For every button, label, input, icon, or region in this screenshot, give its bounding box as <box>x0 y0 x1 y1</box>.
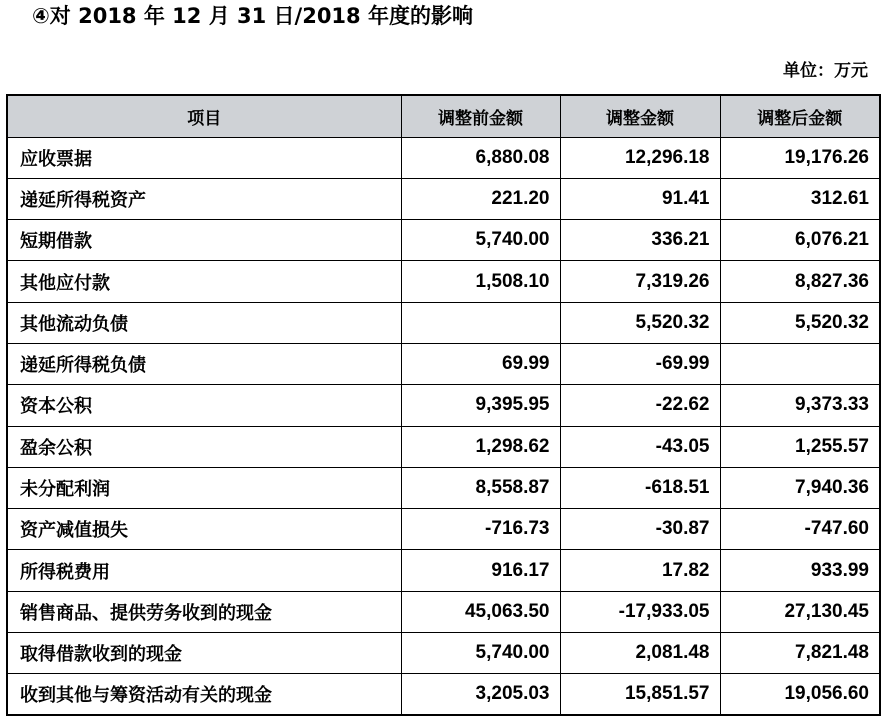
section-heading: ④对 2018 年 12 月 31 日/2018 年度的影响 <box>32 4 473 28</box>
row-item-name: 未分配利润 <box>7 467 401 508</box>
after-amount-cell: 7,821.48 <box>720 633 880 674</box>
row-item-name: 其他应付款 <box>7 261 401 302</box>
before-amount-cell: 69.99 <box>401 343 560 384</box>
row-item-name: 所得税费用 <box>7 550 401 591</box>
table-row <box>7 633 880 674</box>
after-amount-cell: -747.60 <box>720 509 880 550</box>
before-amount-cell: 6,880.08 <box>401 137 560 178</box>
before-amount-cell: 5,740.00 <box>401 220 560 261</box>
before-amount-cell: 8,558.87 <box>401 467 560 508</box>
before-amount-cell: 1,298.62 <box>401 426 560 467</box>
before-amount-cell: 3,205.03 <box>401 674 560 715</box>
after-amount-cell: 19,056.60 <box>720 674 880 715</box>
table-row <box>7 137 880 178</box>
row-item-name: 递延所得税资产 <box>7 178 401 219</box>
row-item-name: 其他流动负债 <box>7 302 401 343</box>
adjustment-amount-cell: -618.51 <box>560 467 720 508</box>
table-row <box>7 220 880 261</box>
adjustment-amount-cell: 5,520.32 <box>560 302 720 343</box>
adjustment-amount-cell: -17,933.05 <box>560 591 720 632</box>
adjustment-amount-cell: -69.99 <box>560 343 720 384</box>
table-body <box>7 137 880 715</box>
before-amount-cell <box>401 302 560 343</box>
adjustment-amount-cell: 12,296.18 <box>560 137 720 178</box>
row-item-name: 资产减值损失 <box>7 509 401 550</box>
row-item-name: 短期借款 <box>7 220 401 261</box>
unit-label: 单位：万元 <box>783 61 868 81</box>
after-amount-cell: 933.99 <box>720 550 880 591</box>
header-item: 项目 <box>7 95 401 137</box>
adjustment-amount-cell: 91.41 <box>560 178 720 219</box>
header-before-amount: 调整前金额 <box>401 95 560 137</box>
row-item-name: 收到其他与筹资活动有关的现金 <box>7 674 401 715</box>
table-header-row <box>7 95 880 137</box>
adjustment-amount-cell: -30.87 <box>560 509 720 550</box>
adjustment-amount-cell: -43.05 <box>560 426 720 467</box>
after-amount-cell: 9,373.33 <box>720 385 880 426</box>
table-row <box>7 550 880 591</box>
row-item-name: 取得借款收到的现金 <box>7 633 401 674</box>
header-after-amount: 调整后金额 <box>720 95 880 137</box>
row-item-name: 应收票据 <box>7 137 401 178</box>
table-row <box>7 467 880 508</box>
table-row <box>7 261 880 302</box>
table-row <box>7 426 880 467</box>
after-amount-cell: 5,520.32 <box>720 302 880 343</box>
header-adjustment-amount: 调整金额 <box>560 95 720 137</box>
after-amount-cell <box>720 343 880 384</box>
table-row <box>7 178 880 219</box>
after-amount-cell: 19,176.26 <box>720 137 880 178</box>
before-amount-cell: 9,395.95 <box>401 385 560 426</box>
adjustment-amount-cell: 2,081.48 <box>560 633 720 674</box>
row-item-name: 资本公积 <box>7 385 401 426</box>
before-amount-cell: -716.73 <box>401 509 560 550</box>
table-row <box>7 674 880 715</box>
adjustment-table <box>6 94 881 716</box>
after-amount-cell: 27,130.45 <box>720 591 880 632</box>
adjustment-amount-cell: 336.21 <box>560 220 720 261</box>
before-amount-cell: 5,740.00 <box>401 633 560 674</box>
table-row <box>7 343 880 384</box>
table-row <box>7 302 880 343</box>
adjustment-amount-cell: 7,319.26 <box>560 261 720 302</box>
table-row <box>7 509 880 550</box>
after-amount-cell: 312.61 <box>720 178 880 219</box>
after-amount-cell: 1,255.57 <box>720 426 880 467</box>
before-amount-cell: 221.20 <box>401 178 560 219</box>
row-item-name: 盈余公积 <box>7 426 401 467</box>
before-amount-cell: 45,063.50 <box>401 591 560 632</box>
adjustment-amount-cell: -22.62 <box>560 385 720 426</box>
adjustment-amount-cell: 15,851.57 <box>560 674 720 715</box>
after-amount-cell: 7,940.36 <box>720 467 880 508</box>
after-amount-cell: 6,076.21 <box>720 220 880 261</box>
table-row <box>7 591 880 632</box>
before-amount-cell: 1,508.10 <box>401 261 560 302</box>
after-amount-cell: 8,827.36 <box>720 261 880 302</box>
before-amount-cell: 916.17 <box>401 550 560 591</box>
adjustment-amount-cell: 17.82 <box>560 550 720 591</box>
row-item-name: 销售商品、提供劳务收到的现金 <box>7 591 401 632</box>
row-item-name: 递延所得税负债 <box>7 343 401 384</box>
table-row <box>7 385 880 426</box>
